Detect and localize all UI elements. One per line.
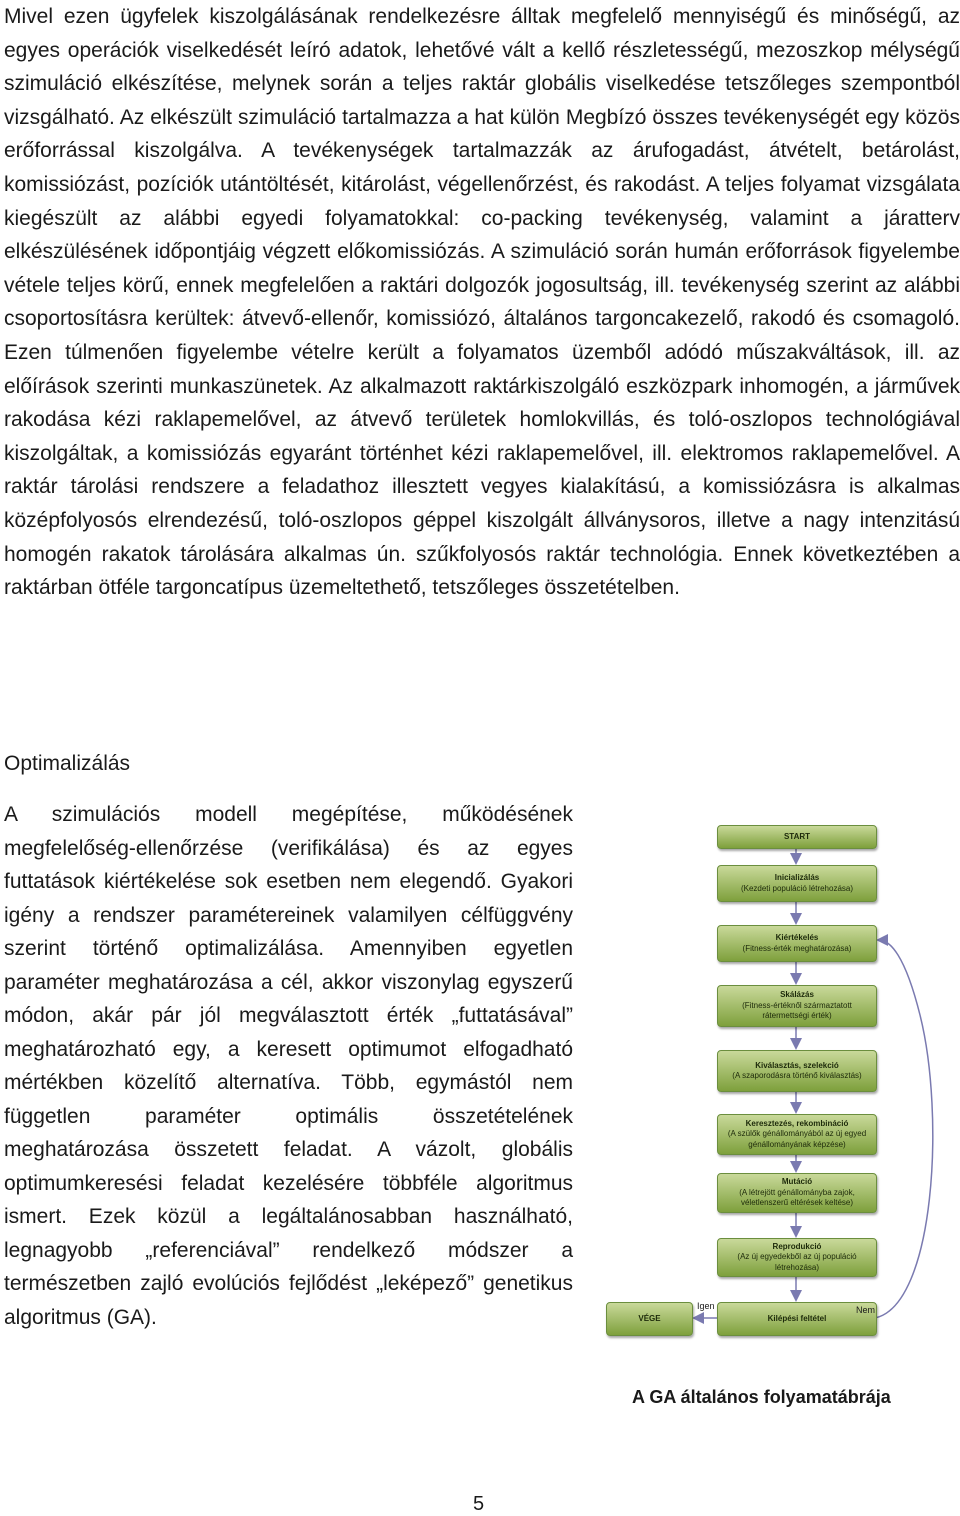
flow-step-title: Keresztezés, rekombináció	[745, 1118, 849, 1128]
flow-step-desc: (Fitness-értéknől származtatott rátermettségi érték)	[742, 1000, 852, 1021]
flow-step-title: Reprodukció	[772, 1241, 822, 1251]
flow-step-title: Mutáció	[781, 1177, 813, 1187]
flow-step-title: Inicializálás	[774, 873, 820, 882]
page-number: 5	[473, 1493, 485, 1515]
flow-step-title: Kiértékelés	[775, 933, 819, 942]
flow-start-label: START	[783, 831, 811, 841]
flow-step-desc: (A létrejött génállományba zajok, véletlenszerű eltérések keltése)	[739, 1187, 855, 1208]
flow-step-box	[717, 1050, 877, 1092]
flow-yes-label: Igen	[697, 1301, 715, 1311]
flow-step-box	[717, 1238, 877, 1277]
flow-step-desc: (A szülők génállományából az új egyed génállományának képzése)	[727, 1129, 867, 1149]
flow-step-box	[717, 925, 877, 962]
flow-step-title: Skálázás	[780, 990, 814, 1000]
optimization-paragraph: A szimulációs modell megépítése, működésének megfelelőség-ellenőrzése (verifikálása) és az egyes futtatások kiértékelése sok esetben nem elegendő. Gyakori igény a rendszer paramétereinek valamilyen célfüggvény szerint történő optimalizálása. Amennyiben egyetlen paraméter meghatározása a cél, akkor viszonylag egyszerű módon, akár pár jól megválasztott érték „futtatásával” meghatározható egy, a keresett optimumot elfogadható mértékben közelítő alternatíva. Több, egymástól nem független paraméter optimális összetételének meghatározása összetett feladat. A vázolt, globális optimumkeresési feladat kezelésére többféle algoritmus ismert. Ezek közül a legáltalánosabban használható, legnagyobb „referenciával” rendelkező módszer a természetben zajló evolúciós fejlődést „leképező” genetikus algoritmus (GA).	[4, 803, 573, 1329]
arrow-loop-back	[875, 940, 933, 1318]
flow-step-box	[717, 1173, 877, 1213]
flow-no-label: Nem	[856, 1305, 876, 1315]
flow-exit-box	[717, 1302, 877, 1336]
ga-flowchart	[600, 815, 960, 1415]
flow-end-label: VÉGE	[638, 1313, 661, 1323]
section-heading: Optimalizálás	[4, 752, 131, 775]
flow-start-box	[717, 825, 877, 849]
flow-step-box	[717, 985, 877, 1027]
flow-step-desc: (Fitness-érték meghatározása)	[742, 943, 852, 953]
flow-step-desc: (A szaporodásra történő kiválasztás)	[732, 1071, 862, 1080]
flow-step-box	[717, 865, 877, 902]
flow-step-desc: (Az új egyedekből az új populáció létrehozása)	[737, 1252, 857, 1272]
flow-step-desc: (Kezdeti populáció létrehozása)	[740, 883, 854, 893]
body-paragraph: Mivel ezen ügyfelek kiszolgálásának rendelkezésre álltak megfelelő mennyiségű és minőségű, az egyes operációk viselkedését leíró adatok, lehetővé vált a kellő részletességű, mezoszkop mélységű szimuláció elkészítése, melynek során a teljes raktár globális viselkedése tetszőleges szempontból vizsgálható. Az elkészült szimuláció tartalmazza a hat külön Megbízó összes tevékenységét egy közös erőforrással kiszolgálva. A tevékenységek tartalmazzák az árufogadást, átvételt, betárolást, komissiózást, pozíciók utántöltését, kitárolást, végellenőrzést, és rakodást. A teljes folyamat vizsgálata kiegészült az alábbi egyedi folyamatokkal: co-packing tevékenység, valamint a járatterv elkészülésének időpontjáig végzett előkomissiózás. A szimuláció során humán erőforrások figyelembe vétele teljes körű, ennek megfelelően a raktári dolgozók jogosultság, ill. tevékenység szerint az alábbi csoportosításra kerültek: átvevő-ellenőr, komissiózó, általános targoncakezelő, rakodó és csomagoló. Ezen túlmenően figyelembe vételre került a folyamatos üzemből adódó műszakváltások, ill. az előírások szerinti munkaszünetek. Az alkalmazott raktárkiszolgáló eszközpark inhomogén, a járművek rakodása kézi raklapemelővel, az átvevő területek homlokvillás, és toló-oszlopos technológiával kiszolgáltak, a komissiózás egyaránt történhet kézi raklapemelővel, ill. elektromos raklapemelővel. A raktár tárolási rendszere a feladathoz illesztett vegyes kialakítású, a komissiózásra is alkalmas középfolyosós elrendezésű, toló-oszlopos géppel kiszolgált állványsoros, illetve a nagy intenzitású homogén rakatok tárolására alkalmas ún. szűkfolyosós raktár technológia. Ennek következtében a raktárban ötféle targoncatípus üzemeltethető, tetszőleges összetételben.	[4, 5, 960, 600]
flow-end-box	[606, 1302, 693, 1336]
flow-step-box	[717, 1114, 877, 1155]
flow-step-title: Kiválasztás, szelekció	[755, 1060, 839, 1070]
figure-caption: A GA általános folyamatábrája	[632, 1387, 891, 1407]
flow-exit-label: Kilépési feltétel	[767, 1313, 827, 1323]
